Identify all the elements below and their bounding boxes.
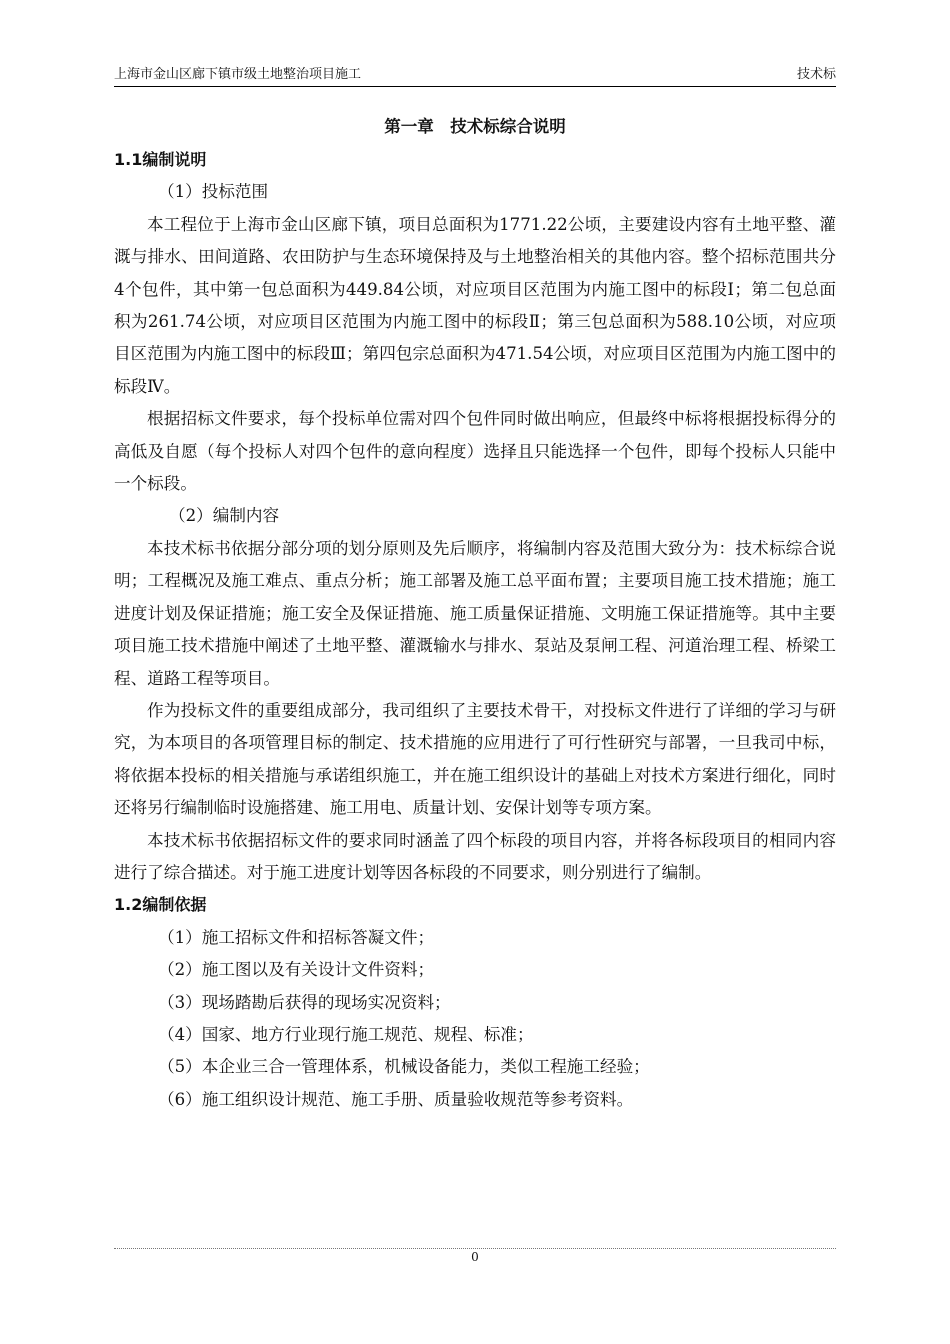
list-item: （1）施工招标文件和招标答凝文件；	[158, 927, 435, 947]
chapter-title: 第一章 技术标综合说明	[384, 117, 566, 136]
paragraph-content-scope: 本技术标书依据分部分项的划分原则及先后顺序，将编制内容及范围大致分为：技术标综合说明；工程概况及施工难点、重点分析；施工部署及施工总平面布置；主要项目施工技术措施；施工进度计划及保证措施；施工安全及保证措施、施工质量保证措施、文明施工保证措施等。其中主要项目施工技术措施中阐述了土地平整、灌溉输水与排水、泵站及泵闸工程、河道治理工程、桥梁工程、道路工程等项目。	[114, 538, 836, 688]
list-item: （4）国家、地方行业现行施工规范、规程、标准；	[158, 1024, 534, 1044]
paragraph-project-overview: 本工程位于上海市金山区廊下镇，项目总面积为1771.22公顷，主要建设内容有土地平整、灌溉与排水、田间道路、农田防护与生态环境保持及与土地整治相关的其他内容。整个招标范围共分4个包件，其中第一包总面积为449.84公顷，对应项目区范围为内施工图中的标段Ⅰ；第二包总面积为261.74公顷，对应项目区范围为内施工图中的标段Ⅱ；第三包总面积为588.10公顷，对应项目区范围为内施工图中的标段Ⅲ；第四包宗总面积为471.54公顷，对应项目区范围为内施工图中的标段Ⅳ。	[114, 214, 836, 396]
document-body	[114, 114, 836, 1116]
list-item: （5）本企业三合一管理体系，机械设备能力，类似工程施工经验；	[158, 1057, 650, 1077]
footer-divider	[114, 1248, 836, 1249]
header-project-title: 上海市金山区廊下镇市级土地整治项目施工	[114, 67, 362, 82]
paragraph-coverage: 本技术标书依据招标文件的要求同时涵盖了四个标段的项目内容，并将各标段项目的相同内容进行了综合描述。对于施工进度计划等因各标段的不同要求，则分别进行了编制。	[114, 830, 836, 882]
section-1-2-title: 1.2编制依据	[114, 895, 207, 915]
list-item: （3）现场踏勘后获得的现场实况资料；	[158, 992, 451, 1012]
page-number: 0	[471, 1250, 479, 1264]
list-item: （6）施工组织设计规范、施工手册、质量验收规范等参考资料。	[158, 1089, 634, 1109]
paragraph-bid-requirements: 根据招标文件要求，每个投标单位需对四个包件同时做出响应，但最终中标将根据投标得分的高低及自愿（每个投标人对四个包件的意向程度）选择且只能选择一个包件，即每个投标人只能中一个标段。	[114, 409, 836, 494]
paragraph-organization: 作为投标文件的重要组成部分，我司组织了主要技术骨干，对投标文件进行了详细的学习与研究，为本项目的各项管理目标的制定、技术措施的应用进行了可行性研究与部署，一旦我司中标，将依据本投标的相关措施与承诺组织施工，并在施工组织设计的基础上对技术方案进行细化，同时还将另行编制临时设施搭建、施工用电、质量计划、安保计划等专项方案。	[114, 700, 836, 818]
header-doc-type: 技术标	[796, 67, 836, 82]
list-item: （2）施工图以及有关设计文件资料；	[158, 960, 435, 980]
page-header	[114, 66, 836, 87]
subheading-content: （2）编制内容	[169, 506, 280, 526]
subheading-bid-scope: （1）投标范围	[158, 182, 269, 202]
section-1-1-title: 1.1编制说明	[114, 150, 207, 169]
